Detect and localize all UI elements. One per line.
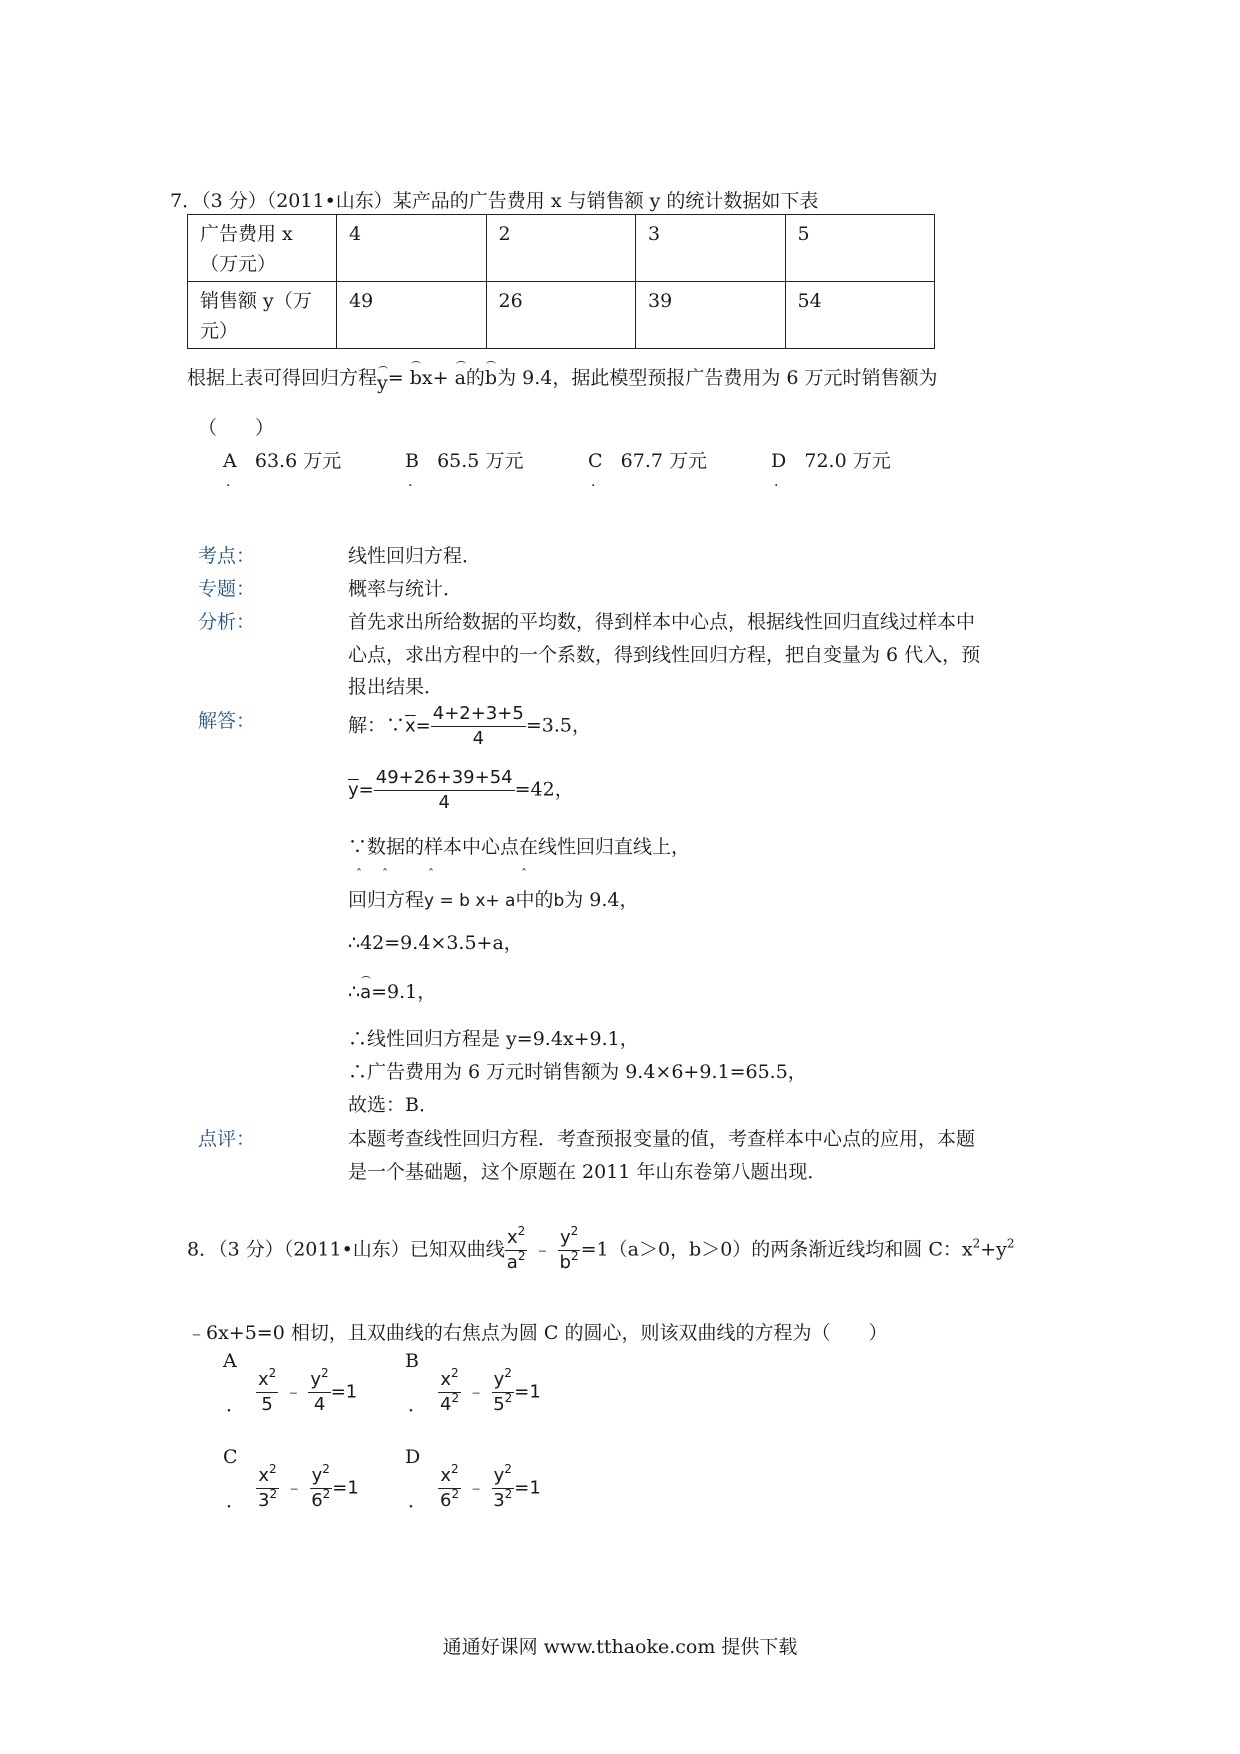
option-letter: B (405, 450, 419, 472)
option-a-letter: A (223, 1350, 237, 1372)
table-row (188, 215, 935, 282)
option-dot: · (226, 478, 231, 494)
q7-stem: 7．（3 分）（2011•山东）某产品的广告费用 x 与销售额 y 的统计数据如下表 (170, 190, 819, 212)
table-cell: 3 (636, 215, 786, 282)
option-d-formula: $\frac{x^2}{6^2}$ ﹣ $\frac{y^2}{3^2}$ =1 (440, 1462, 541, 1511)
equals: = (358, 779, 374, 801)
de: 的 (465, 367, 485, 389)
var-b: b (559, 1252, 571, 1273)
option-c-formula: $\frac{x^2}{3^2}$ ﹣ $\frac{y^2}{6^2}$ =1 (258, 1462, 359, 1511)
b-hat: b (409, 367, 422, 389)
option-c (588, 446, 707, 473)
minus: ﹣ (533, 1239, 552, 1261)
table-cell: 54 (785, 282, 935, 349)
option-b-letter: B (405, 1350, 419, 1372)
option-letter: C (588, 450, 603, 472)
hat-mark: ˆ (382, 867, 388, 881)
fenxi-line: 心点，求出方程中的一个系数，得到线性回归方程，把自变量为 6 代入，预 (348, 644, 981, 666)
fraction: $\frac{x^2}{6^2}$ (440, 1462, 460, 1511)
option-c-letter: C (223, 1446, 238, 1468)
kaodian-text: 线性回归方程． (348, 545, 482, 567)
exp: 2 (517, 1249, 526, 1263)
table-cell: 2 (486, 215, 636, 282)
zhuanti-text: 概率与统计． (348, 578, 463, 600)
exp: 2 (570, 1224, 579, 1238)
hat-mark: ˆ (356, 867, 362, 881)
fraction: $\frac{x^2}{5}$ (258, 1366, 277, 1415)
fraction (431, 702, 526, 751)
x-plus: x+ (421, 367, 449, 389)
exp: 2 (972, 1236, 981, 1251)
option-text: 67.7 万元 (620, 450, 708, 472)
table-cell: 49 (337, 282, 487, 349)
exp: 2 (517, 1224, 526, 1238)
fenxi-line: 首先求出所给数据的平均数，得到样本中心点，根据线性回归直线过样本中 (348, 611, 976, 633)
b-hat: b (553, 891, 565, 911)
label-dianping: 点评： (198, 1128, 256, 1150)
exp: 2 (570, 1249, 579, 1263)
regression-statement (187, 363, 938, 394)
table-cell: 销售额 y（万元） (188, 282, 337, 349)
label-fenxi: 分析： (198, 611, 256, 633)
solution-line-3: ∵数据的样本中心点在线性回归直线上， (348, 836, 691, 858)
fraction (374, 766, 515, 815)
sol-text: =9.1， (371, 981, 437, 1003)
sol-text: 解：∵ (348, 714, 406, 737)
fraction: $\frac{x^2}{4^2}$ (440, 1366, 460, 1415)
sol-text: =42， (514, 778, 574, 801)
numerator: 4+2+3+5 (431, 702, 526, 727)
footer: 通通好课网 www.tthaoke.com 提供下载 (442, 1636, 798, 1658)
sol-text: 为 9.4， (564, 889, 639, 911)
numerator: 49+26+39+54 (374, 766, 515, 791)
table-cell: 26 (486, 282, 636, 349)
option-dot: ． (408, 1394, 428, 1416)
y-bar: $\overline{y}$ (348, 779, 359, 801)
equals: = (415, 715, 431, 737)
solution-line-8: ∴广告费用为 6 万元时销售额为 9.4×6+9.1=65.5， (348, 1061, 807, 1083)
equals: = (387, 367, 404, 389)
solution-line-7: ∴线性回归方程是 y=9.4x+9.1， (348, 1028, 639, 1050)
option-text: 72.0 万元 (804, 450, 891, 472)
option-text: 65.5 万元 (437, 450, 524, 472)
table-row (188, 282, 935, 349)
option-a (223, 446, 341, 473)
a-hat: a (360, 982, 372, 1003)
option-dot: ． (226, 1490, 246, 1512)
y-hat: y (377, 372, 388, 394)
solution-line-1 (348, 702, 591, 751)
option-dot: · (591, 478, 596, 494)
fraction: $\frac{y^2}{3^2}$ (493, 1462, 513, 1511)
denominator: 4 (438, 792, 450, 813)
hat-mark: ˆ (521, 867, 527, 881)
label-jieda: 解答： (198, 710, 256, 732)
label-kaodian: 考点： (198, 545, 256, 567)
solution-line-5: ∴42=9.4×3.5+a， (348, 932, 523, 954)
var-a: a (506, 1252, 518, 1273)
solution-line-9: 故选：B． (348, 1094, 438, 1116)
table-cell: 广告费用 x（万元） (188, 215, 337, 282)
table-cell: 5 (785, 215, 935, 282)
fraction: $\frac{x^2}{3^2}$ (258, 1462, 278, 1511)
regression-text: 根据上表可得回归方程 (187, 367, 378, 389)
solution-line-6 (348, 977, 436, 1004)
q8-stem-line2: ﹣6x+5=0 相切，且双曲线的右焦点为圆 C 的圆心，则该双曲线的方程为（ ） (187, 1322, 888, 1344)
sol-text: ∴ (348, 981, 361, 1003)
hat-mark: ˆ (428, 867, 434, 881)
denominator: 4 (472, 728, 485, 749)
option-dot: ． (408, 1490, 428, 1512)
fraction (505, 1226, 528, 1275)
var-x: x (506, 1227, 518, 1248)
option-letter: D (771, 450, 787, 472)
solution-line-4 (348, 885, 639, 912)
table-cell: 4 (337, 215, 487, 282)
option-b (405, 446, 523, 473)
sol-text: 中的 (515, 889, 554, 911)
data-table (187, 214, 935, 349)
sol-text: =3.5， (525, 714, 591, 737)
option-dot: · (408, 478, 413, 494)
q8-stem-text: 8．（3 分）（2011•山东）已知双曲线 (187, 1238, 505, 1261)
option-b-formula: $\frac{x^2}{4^2}$ ﹣ $\frac{y^2}{5^2}$ =1 (440, 1366, 541, 1415)
fraction: $\frac{y^2}{5^2}$ (493, 1366, 513, 1415)
q8-stem-text: =1（a＞0，b＞0）的两条渐近线均和圆 C：x (580, 1238, 973, 1261)
option-letter: A (223, 450, 237, 472)
fraction: $\frac{y^2}{6^2}$ (311, 1462, 331, 1511)
solution-line-2 (348, 766, 574, 815)
var-y: y (559, 1227, 571, 1248)
option-d (771, 446, 891, 473)
exp: 2 (1006, 1236, 1015, 1251)
regression-eq: y = b x+ a (424, 891, 516, 911)
label-zhuanti: 专题： (198, 578, 256, 600)
fraction: $\frac{y^2}{4}$ (310, 1366, 329, 1415)
x-bar: $\overline{x}$ (405, 715, 416, 737)
answer-paren: （ ） (198, 417, 275, 439)
option-text: 63.6 万元 (254, 450, 342, 472)
regression-rest: 为 9.4，据此模型预报广告费用为 6 万元时销售额为 (497, 367, 938, 389)
q8-stem-text: +y (980, 1238, 1007, 1261)
option-d-letter: D (405, 1446, 421, 1468)
dianping-line: 是一个基础题，这个原题在 2011 年山东卷第八题出现． (348, 1161, 827, 1183)
sol-text: 回归方程 (348, 889, 425, 911)
option-dot: ． (226, 1394, 246, 1416)
b-hat-2: b (484, 367, 498, 389)
option-dot: · (774, 478, 779, 494)
q8-stem (187, 1226, 1015, 1275)
a-hat: a (454, 367, 466, 389)
fenxi-line: 报出结果． (348, 676, 444, 698)
table-cell: 39 (636, 282, 786, 349)
fraction (558, 1226, 581, 1275)
dianping-line: 本题考查线性回归方程．考查预报变量的值，考查样本中心点的应用，本题 (348, 1128, 976, 1150)
option-a-formula: $\frac{x^2}{5}$ ﹣ $\frac{y^2}{4}$ =1 (258, 1366, 358, 1415)
